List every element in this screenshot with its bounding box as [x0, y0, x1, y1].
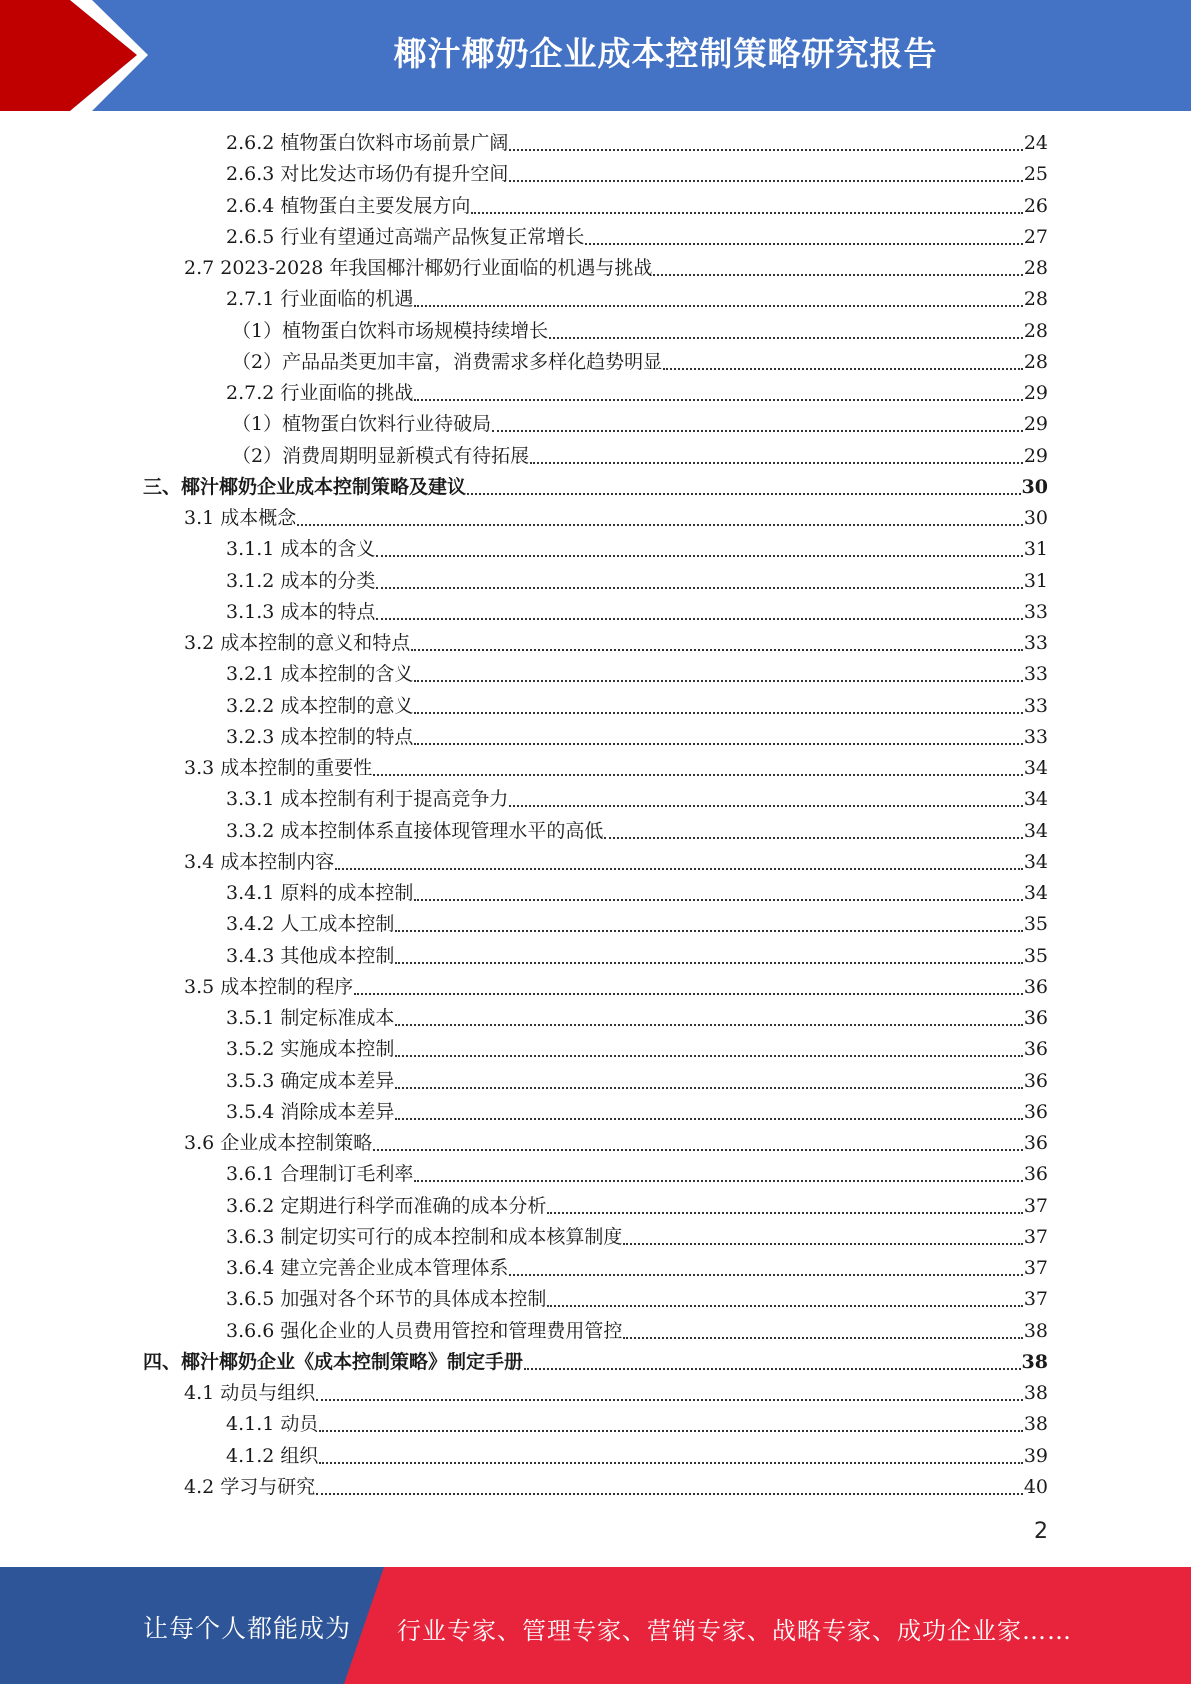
toc-dot-leader	[530, 462, 1023, 464]
toc-entry-page: 36	[1023, 1163, 1048, 1186]
toc-entry[interactable]	[226, 1191, 1048, 1222]
footer-slogan-right: 行业专家、管理专家、营销专家、战略专家、成功企业家……	[397, 1617, 1072, 1645]
toc-entry[interactable]	[184, 503, 1048, 534]
toc-entry-page: 38	[1023, 1319, 1048, 1342]
toc-entry[interactable]	[226, 597, 1048, 628]
toc-entry-page: 37	[1023, 1194, 1048, 1217]
toc-entry-label: 2.6.2 植物蛋白饮料市场前景广阔	[226, 132, 509, 154]
toc-entry[interactable]	[226, 1284, 1048, 1315]
toc-entry-page: 28	[1023, 350, 1048, 373]
toc-entry[interactable]	[226, 1222, 1048, 1253]
toc-entry-page: 34	[1023, 819, 1048, 842]
red-chevron-icon	[0, 0, 160, 111]
toc-entry[interactable]	[226, 191, 1048, 222]
toc-entry-page: 30	[1021, 475, 1048, 498]
toc-entry-page: 36	[1023, 1069, 1048, 1092]
toc-entry-label: 3.6.6 强化企业的人员费用管控和管理费用管控	[226, 1319, 623, 1342]
toc-entry-label: （2）产品品类更加丰富，消费需求多样化趋势明显	[232, 350, 663, 373]
toc-entry-label: 3.1 成本概念	[184, 507, 297, 529]
toc-entry-page: 24	[1023, 132, 1048, 154]
toc-entry[interactable]	[184, 628, 1048, 659]
toc-entry-label: （2）消费周期明显新模式有待拓展	[232, 444, 530, 467]
toc-entry-page: 27	[1023, 225, 1048, 248]
toc-entry[interactable]	[232, 347, 1048, 378]
toc-dot-leader	[414, 743, 1022, 745]
toc-entry-label: 2.7.2 行业面临的挑战	[226, 382, 414, 404]
toc-dot-leader	[376, 587, 1022, 589]
toc-entry-label: 4.1 动员与组织	[184, 1382, 316, 1404]
toc-dot-leader	[395, 1055, 1022, 1057]
toc-dot-leader	[414, 399, 1022, 401]
toc-entry-page: 31	[1023, 538, 1048, 561]
toc-entry-label: 3.5.2 实施成本控制	[226, 1038, 395, 1061]
toc-entry-page: 29	[1023, 382, 1048, 404]
toc-entry[interactable]	[184, 847, 1048, 878]
toc-entry-label: 3.2.1 成本控制的含义	[226, 663, 414, 686]
toc-entry-label: 四、椰汁椰奶企业《成本控制策略》制定手册	[143, 1350, 524, 1373]
toc-entry-page: 30	[1023, 507, 1048, 529]
toc-entry-label: 3.5.4 消除成本差异	[226, 1100, 395, 1123]
toc-entry-page: 33	[1023, 694, 1048, 717]
toc-entry-page: 36	[1023, 1038, 1048, 1061]
toc-entry-label: （1）植物蛋白饮料行业待破局	[232, 413, 492, 436]
toc-dot-leader	[319, 1430, 1022, 1432]
toc-dot-leader	[492, 430, 1023, 432]
toc-entry-page: 34	[1023, 757, 1048, 779]
toc-dot-leader	[547, 1212, 1022, 1214]
toc-entry-page: 34	[1023, 850, 1048, 873]
toc-dot-leader	[411, 649, 1023, 651]
toc-entry[interactable]	[226, 1003, 1048, 1034]
toc-dot-leader	[316, 1399, 1023, 1401]
toc-entry[interactable]	[226, 1316, 1048, 1347]
toc-entry-label: 3.2 成本控制的意义和特点	[184, 632, 411, 654]
toc-dot-leader	[663, 368, 1023, 370]
toc-entry-page: 38	[1021, 1350, 1048, 1373]
toc-entry-page: 28	[1023, 257, 1048, 279]
toc-chapter-entry[interactable]	[143, 1347, 1048, 1378]
toc-entry[interactable]	[226, 659, 1048, 690]
toc-entry[interactable]	[184, 1128, 1048, 1159]
toc-entry[interactable]	[226, 1066, 1048, 1097]
toc-entry[interactable]	[226, 1034, 1048, 1065]
toc-entry[interactable]	[226, 284, 1048, 315]
toc-entry-label: 3.4 成本控制内容	[184, 850, 335, 873]
toc-dot-leader	[509, 180, 1022, 182]
toc-entry[interactable]	[226, 128, 1048, 159]
toc-entry[interactable]	[226, 1441, 1048, 1472]
toc-entry-label: 3.4.2 人工成本控制	[226, 913, 395, 936]
toc-entry-page: 38	[1023, 1382, 1048, 1404]
toc-chapter-entry[interactable]	[143, 472, 1048, 503]
toc-entry[interactable]	[226, 222, 1048, 253]
toc-entry-label: 2.6.5 行业有望通过高端产品恢复正常增长	[226, 225, 585, 248]
toc-dot-leader	[354, 993, 1023, 995]
toc-entry-page: 25	[1023, 163, 1048, 186]
toc-entry[interactable]	[232, 409, 1048, 440]
toc-dot-leader	[297, 524, 1023, 526]
toc-dot-leader	[395, 1087, 1022, 1089]
toc-dot-leader	[604, 837, 1022, 839]
toc-entry-page: 33	[1023, 600, 1048, 623]
toc-entry-page: 26	[1023, 194, 1048, 217]
toc-entry-page: 28	[1023, 288, 1048, 311]
toc-entry-label: 3.6.5 加强对各个环节的具体成本控制	[226, 1288, 547, 1311]
toc-dot-leader	[373, 774, 1023, 776]
toc-entry-label: 3.6 企业成本控制策略	[184, 1132, 373, 1154]
toc-entry[interactable]	[232, 316, 1048, 347]
toc-entry-label: 3.4.1 原料的成本控制	[226, 882, 414, 904]
toc-entry-label: 2.6.4 植物蛋白主要发展方向	[226, 194, 471, 217]
toc-dot-leader	[414, 712, 1022, 714]
toc-dot-leader	[623, 1337, 1022, 1339]
toc-entry-label: 3.5.1 制定标准成本	[226, 1007, 395, 1029]
toc-entry-label: 3.5 成本控制的程序	[184, 975, 354, 998]
toc-entry-label: 三、椰汁椰奶企业成本控制策略及建议	[143, 475, 467, 498]
toc-entry[interactable]	[226, 1253, 1048, 1284]
toc-dot-leader	[653, 274, 1022, 276]
footer-slogan-left: 让每个人都能成为	[143, 1614, 352, 1643]
toc-entry[interactable]	[226, 566, 1048, 597]
toc-entry-page: 39	[1023, 1444, 1048, 1467]
toc-entry-page: 37	[1023, 1288, 1048, 1311]
toc-entry-page: 36	[1023, 975, 1048, 998]
toc-entry[interactable]	[232, 441, 1048, 472]
toc-entry[interactable]	[226, 784, 1048, 815]
toc-dot-leader	[509, 805, 1022, 807]
toc-dot-leader	[509, 149, 1022, 151]
toc-entry-label: 3.1.2 成本的分类	[226, 569, 376, 592]
toc-entry[interactable]	[184, 972, 1048, 1003]
toc-dot-leader	[467, 493, 1021, 495]
toc-entry-label: 3.3 成本控制的重要性	[184, 757, 373, 779]
toc-dot-leader	[373, 1149, 1023, 1151]
toc-entry-page: 37	[1023, 1225, 1048, 1248]
toc-dot-leader	[414, 305, 1022, 307]
toc-entry[interactable]	[184, 253, 1048, 284]
toc-entry-label: 3.1.3 成本的特点	[226, 600, 376, 623]
toc-dot-leader	[414, 1180, 1022, 1182]
toc-entry-page: 29	[1023, 413, 1048, 436]
toc-entry-label: 4.1.2 组织	[226, 1444, 319, 1467]
toc-entry-label: 3.6.4 建立完善企业成本管理体系	[226, 1257, 509, 1279]
toc-entry[interactable]	[226, 691, 1048, 722]
toc-entry[interactable]	[184, 1378, 1048, 1409]
toc-dot-leader	[316, 1493, 1023, 1495]
toc-entry-page: 33	[1023, 632, 1048, 654]
toc-dot-leader	[585, 243, 1022, 245]
toc-entry-page: 33	[1023, 663, 1048, 686]
toc-dot-leader	[414, 680, 1022, 682]
toc-dot-leader	[547, 1305, 1022, 1307]
toc-entry-label: 3.2.2 成本控制的意义	[226, 694, 414, 717]
toc-entry[interactable]	[226, 159, 1048, 190]
toc-dot-leader	[549, 337, 1023, 339]
toc-entry[interactable]	[226, 816, 1048, 847]
page-number: 2	[1034, 1519, 1048, 1544]
toc-entry[interactable]	[184, 1472, 1048, 1503]
header-banner	[0, 0, 1191, 111]
toc-entry-label: 3.2.3 成本控制的特点	[226, 725, 414, 748]
toc-entry-page: 35	[1023, 944, 1048, 967]
toc-entry-label: 3.3.1 成本控制有利于提高竞争力	[226, 788, 509, 811]
toc-entry[interactable]	[226, 1159, 1048, 1190]
toc-dot-leader	[395, 962, 1022, 964]
toc-dot-leader	[414, 899, 1022, 901]
toc-dot-leader	[319, 1462, 1022, 1464]
toc-entry-label: 2.7.1 行业面临的机遇	[226, 288, 414, 311]
toc-entry[interactable]	[226, 878, 1048, 909]
toc-entry-label: （1）植物蛋白饮料市场规模持续增长	[232, 319, 549, 342]
toc-dot-leader	[623, 1243, 1022, 1245]
toc-entry-page: 31	[1023, 569, 1048, 592]
toc-entry-page: 28	[1023, 319, 1048, 342]
toc-entry[interactable]	[226, 941, 1048, 972]
toc-dot-leader	[524, 1368, 1021, 1370]
toc-entry-page: 29	[1023, 444, 1048, 467]
toc-dot-leader	[471, 212, 1022, 214]
toc-entry-label: 3.4.3 其他成本控制	[226, 944, 395, 967]
toc-dot-leader	[509, 1274, 1022, 1276]
toc-entry-page: 38	[1023, 1413, 1048, 1436]
toc-entry-label: 3.3.2 成本控制体系直接体现管理水平的高低	[226, 819, 604, 842]
toc-entry-page: 34	[1023, 882, 1048, 904]
toc-entry-label: 3.5.3 确定成本差异	[226, 1069, 395, 1092]
toc-dot-leader	[376, 618, 1022, 620]
toc-entry-page: 37	[1023, 1257, 1048, 1279]
toc-entry-page: 40	[1023, 1475, 1048, 1498]
toc-entry[interactable]	[226, 1409, 1048, 1440]
toc-entry-label: 2.7 2023-2028 年我国椰汁椰奶行业面临的机遇与挑战	[184, 257, 653, 279]
toc-entry-page: 36	[1023, 1100, 1048, 1123]
toc-dot-leader	[335, 868, 1023, 870]
toc-entry-label: 3.1.1 成本的含义	[226, 538, 376, 561]
toc-entry-page: 34	[1023, 788, 1048, 811]
toc-entry-label: 3.6.1 合理制订毛利率	[226, 1163, 414, 1186]
toc-entry[interactable]	[226, 378, 1048, 409]
toc-entry-label: 4.2 学习与研究	[184, 1475, 316, 1498]
toc-entry[interactable]	[184, 753, 1048, 784]
toc-dot-leader	[395, 1118, 1022, 1120]
toc-entry-label: 3.6.3 制定切实可行的成本控制和成本核算制度	[226, 1225, 623, 1248]
toc-entry-label: 2.6.3 对比发达市场仍有提升空间	[226, 163, 509, 186]
toc-dot-leader	[395, 1024, 1022, 1026]
toc-entry-page: 36	[1023, 1132, 1048, 1154]
toc-entry-page: 36	[1023, 1007, 1048, 1029]
footer-banner	[0, 1567, 1191, 1684]
toc-entry[interactable]	[226, 909, 1048, 940]
toc-entry-label: 4.1.1 动员	[226, 1413, 319, 1436]
toc-entry[interactable]	[226, 722, 1048, 753]
toc-dot-leader	[395, 930, 1022, 932]
document-title: 椰汁椰奶企业成本控制策略研究报告	[393, 34, 938, 73]
toc-entry-page: 35	[1023, 913, 1048, 936]
toc-entry-label: 3.6.2 定期进行科学而准确的成本分析	[226, 1194, 547, 1217]
toc-entry[interactable]	[226, 1097, 1048, 1128]
toc-entry-page: 33	[1023, 725, 1048, 748]
toc-entry[interactable]	[226, 534, 1048, 565]
toc-dot-leader	[376, 555, 1022, 557]
